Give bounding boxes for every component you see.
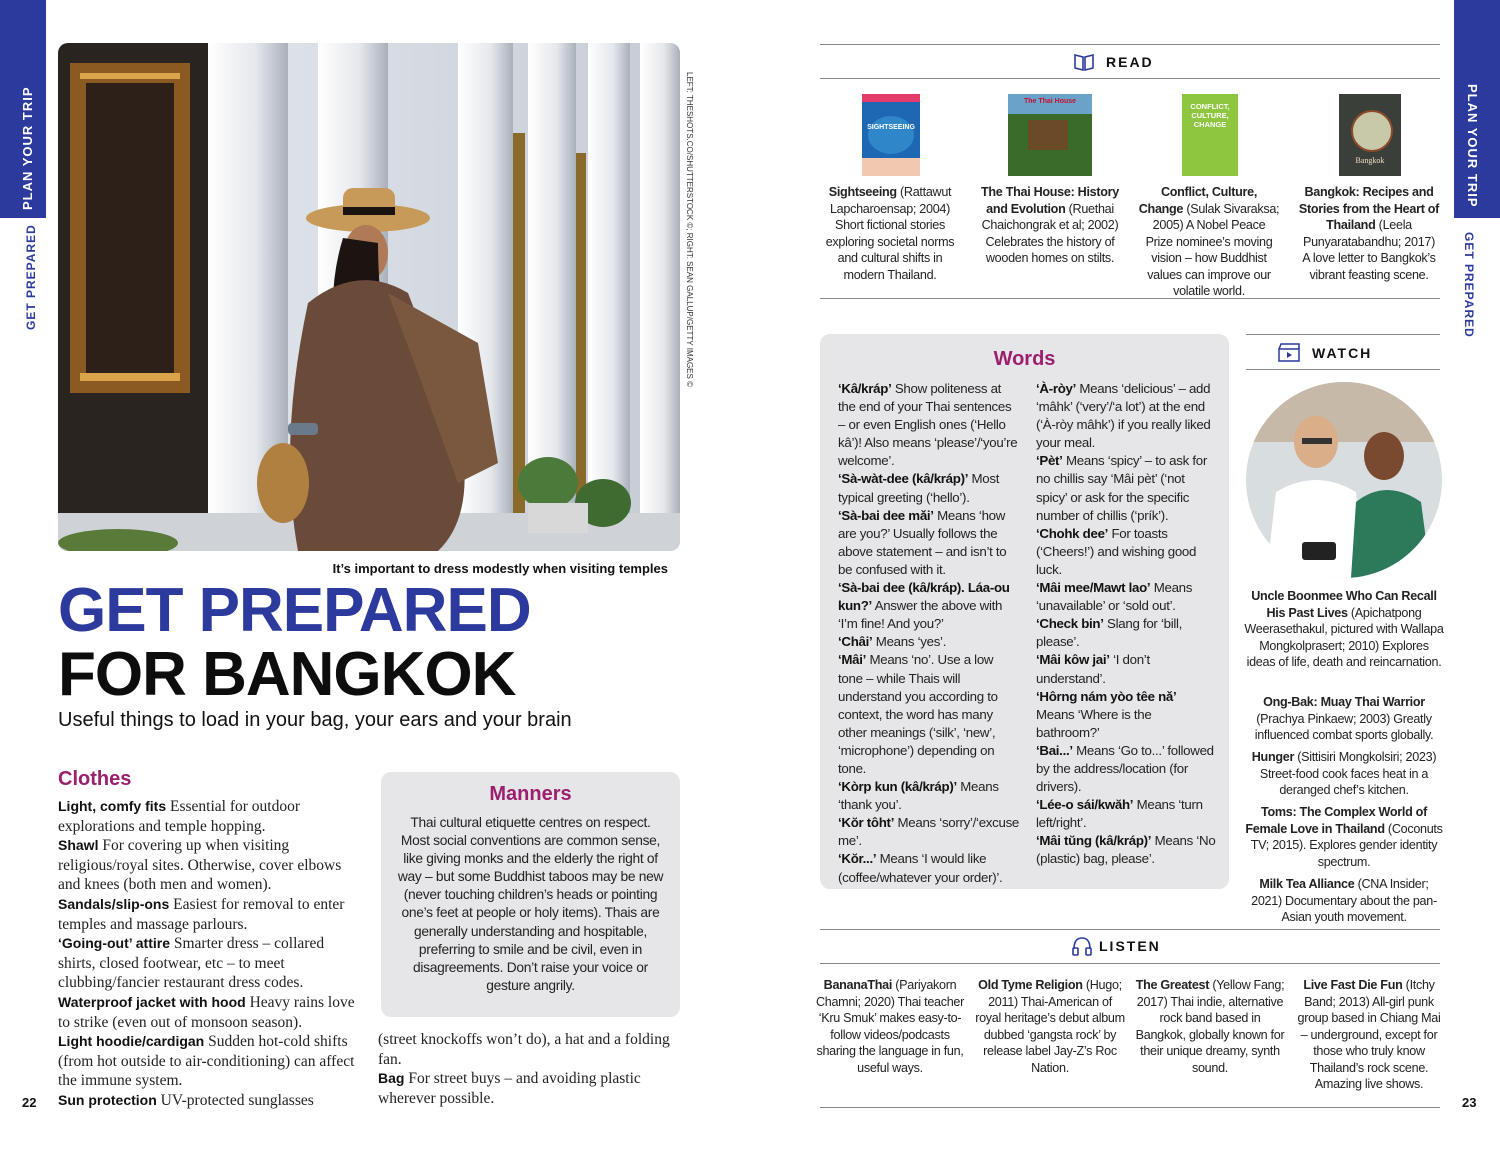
listen-heading: LISTEN [1099, 938, 1161, 954]
phrase-meaning: Means ‘unavailable’ or ‘sold out’. [1036, 580, 1193, 614]
list-item [1244, 589, 1443, 669]
book-description [1138, 184, 1280, 300]
temple-photo [58, 43, 680, 551]
phrase-term: ‘Kŏr...’ [838, 851, 877, 867]
headphones-icon [1071, 935, 1093, 957]
clothes-item-text: (street knockoffs won’t do), a hat and a folding fan. [378, 1031, 670, 1068]
list-item [1036, 742, 1218, 796]
phrase-meaning: Means ‘spicy’ – to ask for no chillis say ‘Mâi pèt’ (‘not spicy’ or ask for the specific number of chillis (‘prík’). [1036, 453, 1207, 523]
sidebar-tab-label: PLAN YOUR TRIP [1465, 84, 1480, 208]
clothes-item-term: Shawl [58, 837, 99, 854]
phrase-term: ‘Chohk dee’ [1036, 525, 1109, 541]
phrase-term: ‘Kâ/kráp’ [838, 381, 892, 396]
book-icon [1073, 52, 1095, 72]
page-title-line1: GET PREPARED [58, 576, 531, 645]
clothes-list [58, 797, 363, 1111]
list-item [1251, 877, 1437, 924]
listen-title: Old Tyme Religion [978, 978, 1083, 992]
book-desc-text: (Ruethai Chaichongrak et al; 2002) Celebrates the history of wooden homes on stilts. [981, 201, 1119, 265]
list-item [58, 797, 363, 836]
phrase-meaning: Means ‘yes’. [872, 634, 947, 650]
film-title: Milk Tea Alliance [1259, 877, 1355, 891]
list-item [58, 1091, 363, 1111]
list-item [838, 470, 1020, 506]
phrase-meaning: Means ‘no’. Use a low tone – while Thais will understand you according to context, the word has many other meanings (‘silk’, ‘new’, ‘microphone’) depending on tone. [838, 652, 998, 776]
phrase-term: ‘Hôrng nám yòo têe nǎ’ [1036, 688, 1177, 704]
list-item [975, 978, 1125, 1075]
list-item [1136, 978, 1285, 1075]
list-item [1036, 615, 1218, 651]
list-item [378, 1069, 678, 1108]
book-description [1298, 184, 1440, 283]
phrase-meaning: For toasts (‘Cheers!’) and wishing good luck. [1036, 525, 1197, 577]
list-item [981, 185, 1119, 265]
list-item [1139, 185, 1279, 298]
page-title-line2: FOR BANGKOK [58, 640, 516, 709]
clothes-item-term: Waterproof jacket with hood [58, 993, 246, 1010]
film-title: Ong-Bak: Muay Thai Warrior [1263, 695, 1425, 709]
list-item [1036, 651, 1218, 687]
list-item [1036, 579, 1218, 615]
book-cover-sightseeing: SIGHTSEEING [862, 94, 920, 176]
film-director-photo [1246, 382, 1442, 578]
photo-caption: It’s important to dress modestly when visiting temples [332, 561, 668, 576]
clothes-item-term: Bag [378, 1070, 405, 1087]
watch-item [1244, 876, 1444, 926]
list-item [1036, 452, 1218, 524]
sidebar-section-label: GET PREPARED [24, 224, 38, 330]
listen-top-rule [820, 929, 1440, 930]
sidebar-section-label: GET PREPARED [1462, 232, 1476, 338]
phrase-term: ‘Pèt’ [1036, 453, 1063, 469]
photo-credit: LEFT: THESHOTS.CO/SHUTTERSTOCK ©; RIGHT: SEAN GALLUP/GETTY IMAGES © [685, 72, 694, 387]
phrase-term: ‘Lée-o sái/kwăh’ [1036, 797, 1134, 813]
book-description [819, 184, 961, 283]
list-item [58, 1032, 363, 1091]
phrase-meaning: Answer the above with ‘I’m fine! And you?’ [838, 598, 1003, 632]
phrase-term: ‘Sà-bai dee mǎi’ [838, 507, 934, 523]
phrase-term: ‘Mâi mee/Mawt lao’ [1036, 580, 1151, 596]
phrase-meaning: Means ‘No (plastic) bag, please’. [1036, 833, 1216, 867]
phrase-meaning: Means ‘how are you?’ Usually follows the above statement – and isn’t to be confused with it. [838, 507, 1007, 577]
list-item [1036, 832, 1218, 868]
clothes-item-term: Light hoodie/cardigan [58, 1033, 205, 1050]
read-top-rule [820, 44, 1440, 45]
listen-item [1134, 977, 1286, 1076]
watch-item [1244, 749, 1444, 799]
sidebar-tab-label: PLAN YOUR TRIP [20, 86, 35, 210]
phrase-term: ‘Kòrp kun (kâ/kráp)’ [838, 779, 957, 795]
page-number-right: 23 [1462, 1095, 1477, 1110]
list-item [1297, 978, 1440, 1091]
read-bottom-rule [820, 298, 1440, 299]
clothes-item-text: For street buys – and avoiding plastic wherever possible. [378, 1070, 641, 1107]
phrase-meaning: Slang for ‘bill, please’. [1036, 616, 1183, 650]
list-item [58, 993, 363, 1032]
words-box [820, 334, 1229, 889]
film-clapper-icon [1277, 342, 1301, 362]
clothes-list-continued [378, 1030, 678, 1108]
book-desc-text: (Leela Punyaratabandhu; 2017) A love letter to Bangkok’s vibrant feasting scene. [1302, 218, 1436, 282]
clothes-item-term: Sandals/slip-ons [58, 895, 170, 912]
page-number-left: 22 [22, 1095, 37, 1110]
clothes-item-text: Heavy rains love to strike (even out of monsoon season). [58, 993, 355, 1031]
book-cover-thai-house: The Thai House [1008, 94, 1092, 176]
clothes-item-text: For covering up when visiting religious/royal sites. Otherwise, cover elbows and knees (both men and women). [58, 837, 342, 894]
phrase-meaning: Means ‘Go to...’ followed by the address/location (for drivers). [1036, 742, 1214, 795]
book-desc-text: (Rattawut Lapcharoensap; 2004) Short fictional stories exploring societal norms and cultural shifts in modern Thailand. [825, 185, 955, 282]
watch-top-rule [1246, 334, 1440, 335]
book-description [979, 184, 1121, 267]
listen-bottom-rule [820, 1107, 1440, 1108]
clothes-item-text: Smarter dress – collared shirts, closed footwear, etc – to meet clubbing/fancier restaurant dress codes. [58, 935, 325, 992]
phrase-term: ‘Châi’ [838, 634, 873, 650]
watch-heading-rule [1246, 369, 1440, 370]
phrase-term: ‘Mâi’ [838, 652, 867, 668]
phrase-meaning: Means ‘I would like (coffee/whatever your order)’. [838, 851, 1003, 885]
manners-heading: Manners [489, 783, 572, 805]
listen-item [1293, 977, 1445, 1093]
clothes-heading: Clothes [58, 768, 132, 790]
phrase-meaning: Means ‘turn left/right’. [1036, 797, 1203, 831]
phrase-meaning: ‘I don’t understand’. [1036, 652, 1150, 686]
listen-title: The Greatest [1135, 978, 1210, 992]
listen-desc-text: (Pariyakorn Chamni; 2020) Thai teacher ‘Kru Smuk’ makes easy-to-follow videos/podcasts sharing the language in fun, useful ways. [815, 978, 965, 1075]
list-item [838, 579, 1020, 633]
phrase-term: ‘Check bin’ [1036, 616, 1104, 632]
listen-heading-rule [820, 963, 1440, 964]
book-desc-text: (Sulak Sivaraksa; 2005) A Nobel Peace Prize nominee’s moving vision – how Buddhist values can improve our volatile world. [1145, 201, 1280, 298]
list-item [1245, 805, 1442, 869]
book-cover-conflict-culture-change: CONFLICT, CULTURE, CHANGE [1182, 94, 1238, 176]
phrase-term: ‘Bai...’ [1036, 742, 1073, 758]
list-item [838, 814, 1020, 850]
film-desc-text: (Sittisiri Mongkolsiri; 2023) Street-food cook faces heat in a deranged chef’s kitchen. [1259, 750, 1437, 797]
film-desc-text: (Coconuts TV; 2015). Explores gender identity spectrum. [1250, 821, 1443, 869]
phrase-term: ‘À-ròy’ [1036, 381, 1077, 396]
page-subtitle: Useful things to load in your bag, your ears and your brain [58, 709, 572, 731]
list-item [58, 836, 363, 895]
list-item [1036, 796, 1218, 832]
film-desc-text: (Apichatpong Weerasethakul, pictured with Wallapa Mongkolprasert; 2010) Explores ideas of life, death and reincarnation. [1244, 605, 1444, 669]
phrase-term: ‘Mâi kôw jai’ [1036, 652, 1110, 668]
read-heading-rule [820, 78, 1440, 79]
list-item [1036, 525, 1218, 579]
list-item [838, 507, 1020, 579]
list-item [838, 651, 1020, 778]
list-item [58, 934, 363, 993]
list-item [838, 778, 1020, 814]
clothes-item-text: Essential for outdoor explorations and temple hopping. [58, 798, 301, 835]
list-item [838, 380, 1020, 470]
list-item [1255, 695, 1434, 742]
words-column-1 [838, 380, 1020, 887]
phrase-meaning: Means ‘Where is the bathroom?’ [1036, 706, 1152, 740]
phrase-meaning: Means ‘sorry’/‘excuse me’. [838, 815, 1020, 849]
phrase-meaning: Means ‘delicious’ – add ‘mâhk’ (‘very’/‘a lot’) at the end (‘À-ròy mâhk’) if you really liked your meal. [1036, 381, 1211, 451]
list-item [58, 895, 363, 934]
listen-item [974, 977, 1126, 1076]
list-item [1299, 185, 1439, 282]
phrase-meaning: Means ‘thank you’. [838, 779, 999, 813]
phrase-term: ‘Mâi tŭng (kâ/kráp)’ [1036, 833, 1152, 849]
list-item [1036, 688, 1218, 742]
book-title: Conflict, Culture, Change [1138, 185, 1258, 216]
listen-desc-text: (Hugo; 2011) Thai-American of royal heritage’s debut album dubbed ‘gangsta rock’ by release label Jay-Z’s Roc Nation. [975, 978, 1125, 1075]
phrase-term: ‘Sà-wàt-dee (kâ/kráp)’ [838, 471, 969, 487]
words-heading: Words [993, 348, 1056, 370]
clothes-item-term: Light, comfy fits [58, 798, 167, 814]
list-item [826, 185, 955, 282]
listen-item [814, 977, 966, 1076]
clothes-item-term: Sun protection [58, 1091, 157, 1108]
listen-desc-text: (Itchy Band; 2013) All-girl punk group based in Chiang Mai – underground, except for those who truly know Thailand’s rock scene. Amazing live shows. [1297, 978, 1441, 1091]
manners-box [381, 772, 680, 1017]
clothes-item-text: UV-protected sunglasses [156, 1091, 314, 1109]
list-item [1252, 750, 1436, 797]
watch-item [1244, 804, 1444, 870]
watch-item [1244, 588, 1444, 671]
phrase-term: ‘Sà-bai dee (kâ/kráp). Láa-ou kun?’ [838, 580, 1010, 614]
words-column-2 [1036, 380, 1218, 869]
listen-title: BananaThai [823, 978, 893, 992]
film-title: Toms: The Complex World of Female Love in Thailand [1245, 805, 1427, 836]
list-item [1036, 380, 1218, 452]
clothes-item-term: ‘Going-out’ attire [58, 935, 170, 952]
clothes-item-text: Easiest for removal to enter temples and massage parlours. [58, 895, 345, 933]
phrase-meaning: Most typical greeting (‘hello’). [838, 471, 1000, 505]
phrase-meaning: Show politeness at the end of your Thai sentences – or even English ones (‘Hello kâ’)! Also means ‘please’/‘you’re welcome’. [838, 381, 1018, 469]
film-desc-text: (CNA Insider; 2021) Documentary about the pan-Asian youth movement. [1251, 877, 1437, 924]
list-item [378, 1030, 678, 1069]
read-heading: READ [1106, 54, 1154, 70]
book-cover-bangkok-recipes: Bangkok [1339, 94, 1401, 176]
list-item [838, 850, 1020, 886]
listen-desc-text: (Yellow Fang; 2017) Thai indie, alternative rock band based in Bangkok, globally known for their unique dreamy, synth sound. [1135, 978, 1285, 1075]
book-title: Bangkok: Recipes and Stories from the Heart of Thailand [1298, 185, 1440, 232]
watch-item [1244, 694, 1444, 744]
list-item [816, 978, 964, 1075]
film-title: Uncle Boonmee Who Can Recall His Past Lives [1251, 589, 1437, 620]
film-desc-text: (Prachya Pinkaew; 2003) Greatly influenced combat sports globally. [1254, 711, 1434, 742]
clothes-item-text: Sudden hot-cold shifts (from hot outside to air-conditioning) can affect the immune system. [58, 1033, 355, 1090]
manners-text: Thai cultural etiquette centres on respect. Most social conventions are common sense, like giving monks and the elderly the right of way – but some Buddhist taboos may be new (never touching children’s heads or pointing one’s feet at people or holy items). Thais are generally understanding and hospitable, preferring to smile and be civil, even in disagreements. Don’t raise your voice or gesture angrily. [397, 815, 664, 993]
phrase-term: ‘Kŏr tôht’ [838, 815, 895, 831]
book-title: The Thai House: History and Evolution [981, 185, 1119, 216]
film-title: Hunger [1251, 750, 1295, 764]
list-item [838, 633, 1020, 651]
book-title: Sightseeing [828, 185, 897, 199]
listen-title: Live Fast Die Fun [1303, 978, 1403, 992]
watch-heading: WATCH [1312, 345, 1373, 361]
